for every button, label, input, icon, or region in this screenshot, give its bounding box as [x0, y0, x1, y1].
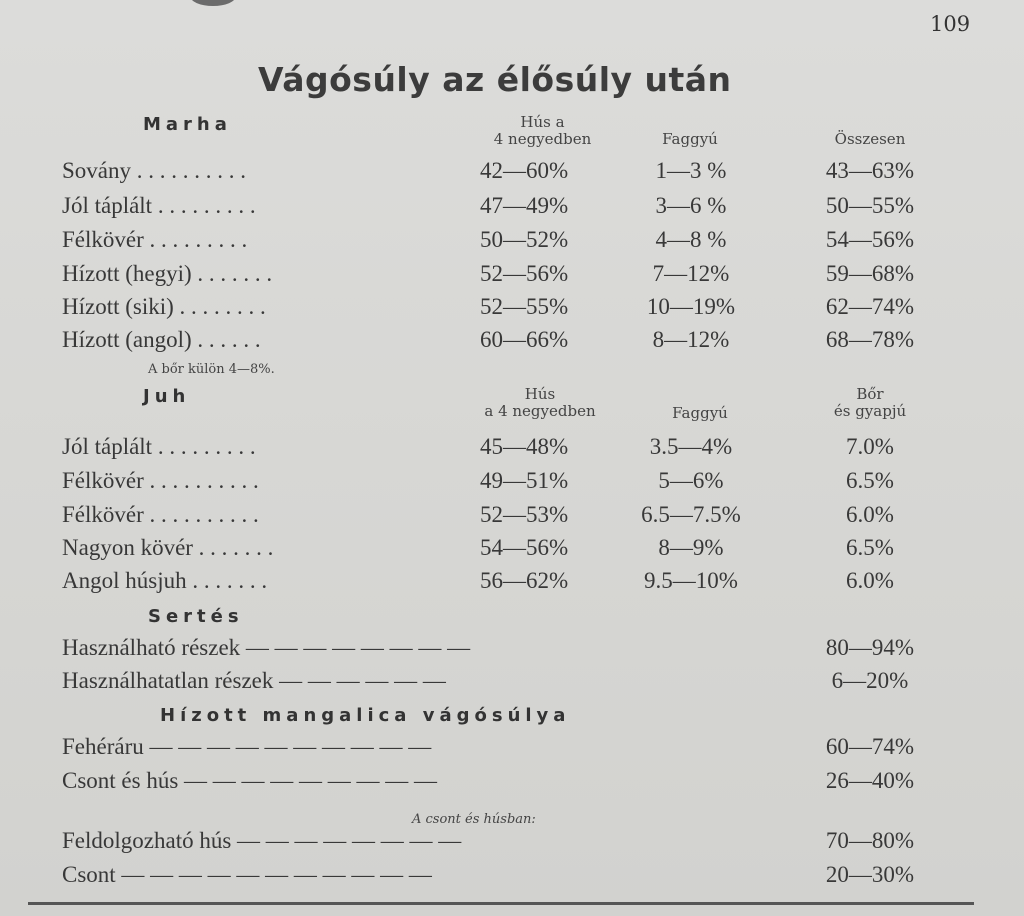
cell-osszesen: 68—78% — [825, 327, 915, 352]
header-hus: Hús a 4 negyedben — [493, 113, 592, 148]
table-row — [0, 502, 1024, 532]
page-number: 109 — [930, 12, 971, 36]
cell-hus: 42—60% — [480, 158, 569, 183]
cell-hus: 56—62% — [480, 568, 569, 593]
row-label: Csont — — — — — — — — — — — — [62, 862, 432, 887]
cell-osszesen: 62—74% — [825, 294, 915, 319]
row-label: Jól táplált . . . . . . . . . — [62, 434, 256, 459]
note-bor: A bőr külön 4—8%. — [148, 362, 275, 377]
section-juh: Juh — [143, 386, 191, 407]
row-label: Félkövér . . . . . . . . . . — [62, 502, 259, 527]
table-row — [0, 327, 1024, 357]
cell-faggyu: 5—6% — [658, 468, 724, 493]
cell-value: 70—80% — [825, 828, 915, 853]
row-label: Használható részek — — — — — — — — — [62, 635, 471, 660]
row-label: Hízott (siki) . . . . . . . . — [62, 294, 266, 319]
table-row — [0, 535, 1024, 565]
header-faggyu: Faggyú — [672, 404, 728, 422]
cell-faggyu: 9.5—10% — [644, 568, 738, 593]
header-hus: Hús a 4 negyedben — [484, 385, 596, 420]
row-label: Nagyon kövér . . . . . . . — [62, 535, 274, 560]
row-label: Hízott (hegyi) . . . . . . . — [62, 261, 273, 286]
table-row — [0, 768, 1024, 798]
bottom-rule — [28, 902, 974, 905]
cell-faggyu: 7—12% — [652, 261, 730, 286]
cell-value: 60—74% — [825, 734, 915, 759]
row-label: Félkövér . . . . . . . . . . — [62, 468, 259, 493]
table-row — [0, 635, 1024, 665]
table-row — [0, 828, 1024, 858]
cell-faggyu: 6.5—7.5% — [641, 502, 741, 527]
cell-bor-gyapju: 6.5% — [846, 535, 894, 560]
ink-blot — [190, 0, 236, 6]
cell-hus: 50—52% — [480, 227, 569, 252]
row-label: Jól táplált . . . . . . . . . — [62, 193, 256, 218]
table-row — [0, 734, 1024, 764]
cell-hus: 60—66% — [480, 327, 569, 352]
cell-bor-gyapju: 6.0% — [846, 568, 894, 593]
cell-hus: 45—48% — [480, 434, 569, 459]
table-row — [0, 568, 1024, 598]
cell-hus: 47—49% — [480, 193, 569, 218]
note-csont-hus: A csont és húsban: — [412, 812, 536, 827]
section-marha: Marha — [143, 114, 232, 135]
row-label: Angol húsjuh . . . . . . . — [62, 568, 268, 593]
row-label: Használhatatlan részek — — — — — — — [62, 668, 446, 693]
cell-faggyu: 1—3 % — [655, 158, 727, 183]
row-label: Feldolgozható hús — — — — — — — — — [62, 828, 462, 853]
row-label: Fehéráru — — — — — — — — — — — [62, 734, 432, 759]
table-row — [0, 434, 1024, 464]
header-osszesen: Összesen — [834, 130, 906, 148]
cell-value: 20—30% — [825, 862, 915, 887]
cell-value: 80—94% — [825, 635, 915, 660]
cell-osszesen: 50—55% — [825, 193, 915, 218]
table-row — [0, 294, 1024, 324]
cell-bor-gyapju: 6.5% — [846, 468, 894, 493]
table-row — [0, 193, 1024, 223]
cell-value: 6—20% — [831, 668, 909, 693]
page-title: Vágósúly az élősúly után — [258, 60, 732, 99]
cell-hus: 54—56% — [480, 535, 569, 560]
cell-hus: 52—53% — [480, 502, 569, 527]
cell-faggyu: 8—9% — [658, 535, 724, 560]
cell-value: 26—40% — [825, 768, 915, 793]
cell-hus: 49—51% — [480, 468, 569, 493]
cell-osszesen: 43—63% — [825, 158, 915, 183]
table-row — [0, 668, 1024, 698]
cell-bor-gyapju: 6.0% — [846, 502, 894, 527]
cell-osszesen: 54—56% — [825, 227, 915, 252]
cell-hus: 52—56% — [480, 261, 569, 286]
row-label: Hízott (angol) . . . . . . — [62, 327, 261, 352]
header-bor-gyapju: Bőr és gyapjú — [833, 385, 907, 420]
cell-faggyu: 10—19% — [646, 294, 736, 319]
section-mangalica: Hízott mangalica vágósúlya — [160, 705, 571, 726]
table-row — [0, 227, 1024, 257]
cell-osszesen: 59—68% — [825, 261, 915, 286]
cell-faggyu: 3.5—4% — [649, 434, 733, 459]
section-sertes: Sertés — [148, 606, 244, 627]
table-row — [0, 862, 1024, 892]
table-row — [0, 468, 1024, 498]
row-label: Sovány . . . . . . . . . . — [62, 158, 246, 183]
cell-bor-gyapju: 7.0% — [846, 434, 894, 459]
cell-faggyu: 3—6 % — [655, 193, 727, 218]
cell-faggyu: 4—8 % — [655, 227, 727, 252]
row-label: Félkövér . . . . . . . . . — [62, 227, 248, 252]
cell-faggyu: 8—12% — [652, 327, 730, 352]
table-row — [0, 261, 1024, 291]
cell-hus: 52—55% — [480, 294, 569, 319]
header-faggyu: Faggyú — [662, 130, 718, 148]
row-label: Csont és hús — — — — — — — — — — [62, 768, 438, 793]
table-row — [0, 158, 1024, 188]
